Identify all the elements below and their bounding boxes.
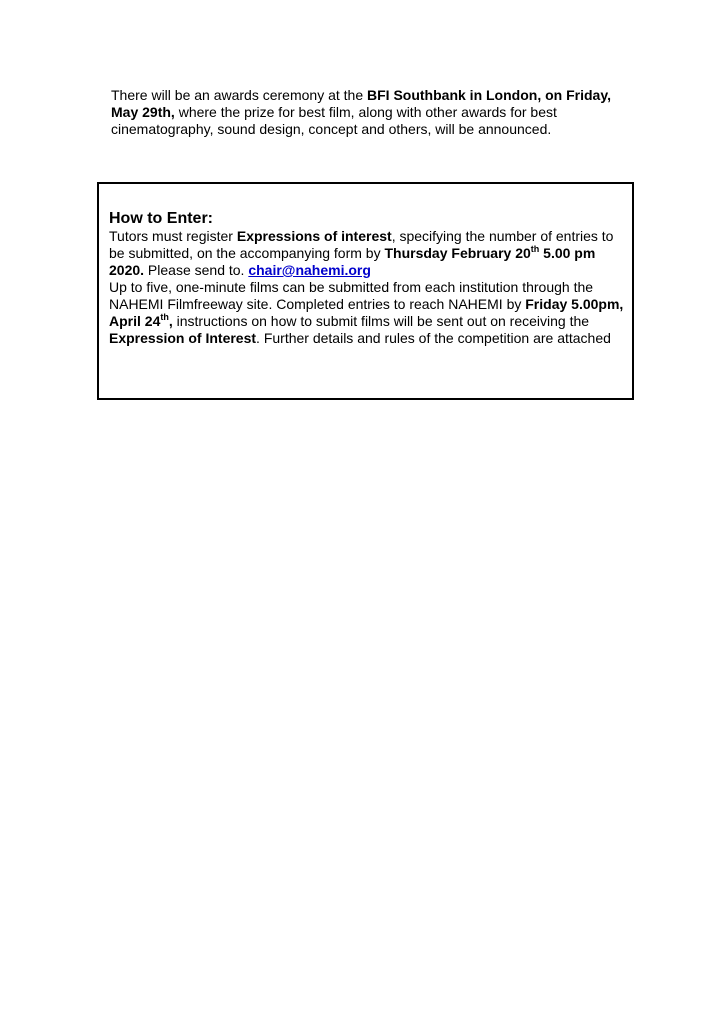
submission-text-3: . Further details and rules of the competition are attached [256,330,611,346]
registration-text-2: , specifying the number of entries to be submitted, on the accompanying form by [109,228,614,261]
how-to-enter-body [109,228,624,347]
registration-deadline-day: Thursday February 20 [384,245,531,261]
expression-of-interest-label: Expression of Interest [109,330,257,346]
intro-text-2: where the prize for best film, along with other awards for best cinematography, sound design, concept and others, will be announced. [111,104,557,137]
expressions-of-interest-label: Expressions of interest [236,228,392,244]
intro-paragraph [111,87,631,138]
intro-text-1: There will be an awards ceremony at the [111,87,368,103]
intro-venue-date: BFI Southbank in London, on Friday, May 29th, [111,87,611,120]
registration-deadline-time: 5.00 pm 2020. [109,245,596,278]
submission-deadline-date: Friday 5.00pm, April 24 [109,296,624,329]
email-link[interactable]: chair@nahemi.org [248,262,371,278]
registration-paragraph [109,228,624,279]
how-to-enter-heading: How to Enter: [109,210,213,227]
registration-text-1: Tutors must register [109,228,237,244]
registration-text-3: Please send to. [144,262,249,278]
submission-deadline-suffix: th [160,312,169,322]
registration-deadline-suffix: th [530,244,540,254]
submission-paragraph [109,279,624,347]
how-to-enter-box [97,182,634,400]
submission-text-2: instructions on how to submit films will be sent out on receiving the [172,313,590,329]
submission-deadline-comma: , [168,313,173,329]
submission-text-1: Up to five, one-minute films can be submitted from each institution through the NAHEMI Filmfreeway site. Completed entries to reach NAHEMI by [109,279,594,312]
